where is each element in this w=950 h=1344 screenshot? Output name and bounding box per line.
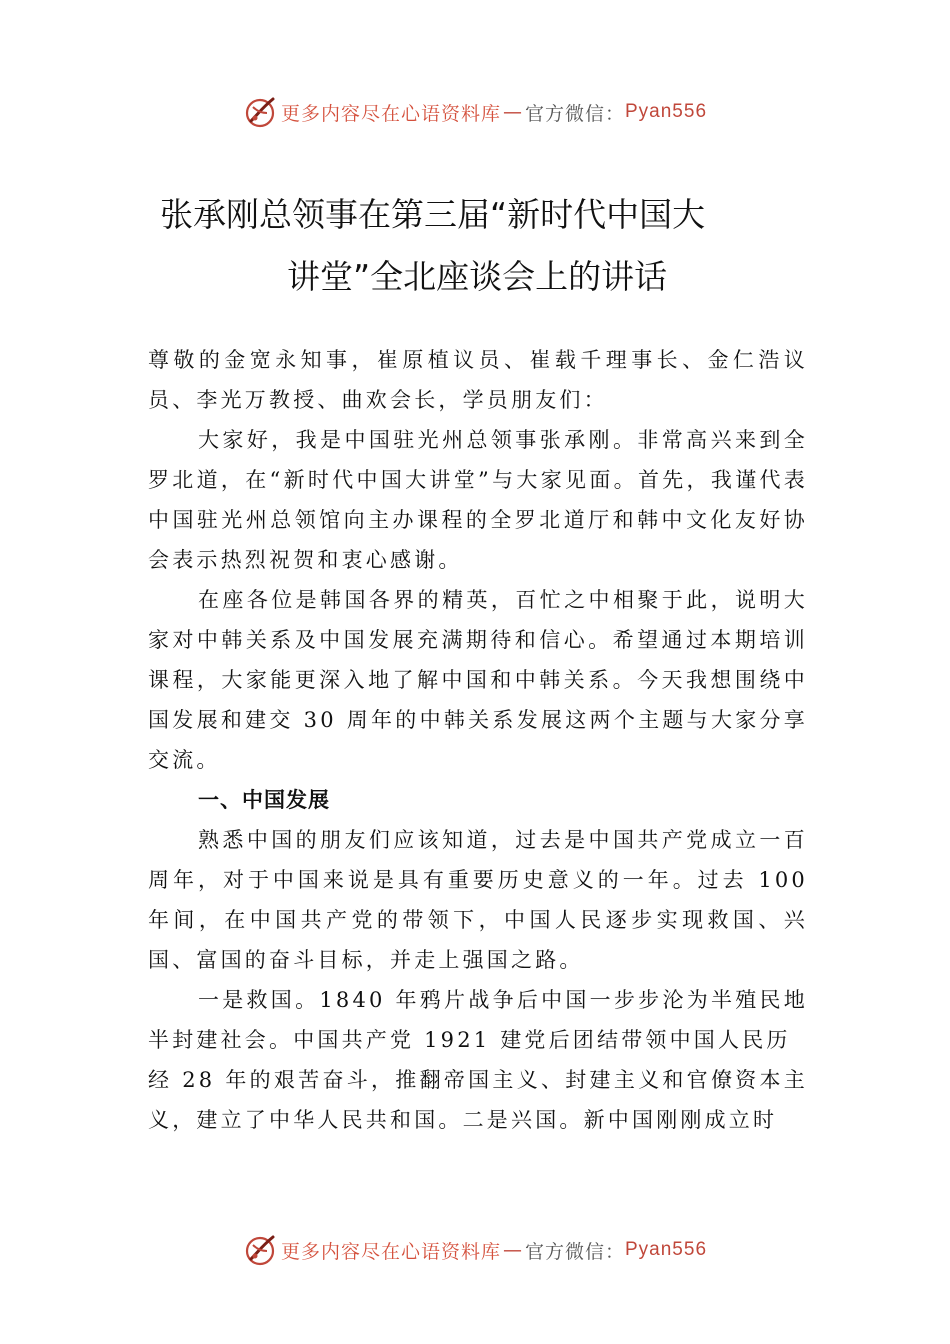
brush-logo-icon [243,1233,277,1267]
document-title [0,184,950,308]
document-body [148,340,808,1140]
watermark-brand: 更多内容尽在心语资料库 [280,102,501,125]
paragraph: 一是救国。1840 年鸦片战争后中国一步步沦为半殖民地半封建社会。中国共产党 1921 建党后团结带领中国人民历 [148,988,808,1052]
section-heading: 一、中国发展 [198,788,330,812]
watermark-separator: — [502,101,523,123]
title-line-2: 讲堂”全北座谈会上的讲话 [287,257,668,296]
paragraph-continuation: 经 28 年的艰苦奋斗，推翻帝国主义、封建主义和官僚资本主义，建立了中华人民共和国。二是兴国。新中国刚刚成立时 [148,1068,808,1132]
watermark-wechat-id: Pyan556 [625,101,708,122]
paragraph: 熟悉中国的朋友们应该知道，过去是中国共产党成立一百周年，对于中国来说是具有重要历史意义的一年。过去 100 年间，在中国共产党的带领下，中国人民逐步实现救国、兴 国、富国的奋斗目标，并走上强国之路。 [148,828,808,972]
salutation: 尊敬的金宽永知事，崔原植议员、崔载千理事长、金仁浩议员、李光万教授、曲欢会长，学员朋友们： [148,348,808,412]
brush-logo-icon [243,95,277,129]
watermark-wechat-id: Pyan556 [625,1239,708,1260]
watermark-wechat-label: 官方微信： [524,102,625,125]
watermark-brand: 更多内容尽在心语资料库 [280,1240,501,1263]
watermark-banner-top [0,95,950,129]
watermark-banner-bottom [0,1233,950,1267]
watermark-separator: — [502,1239,523,1261]
paragraph: 大家好，我是中国驻光州总领事张承刚。非常高兴来到全罗北道，在“新时代中国大讲堂”与大家见面。首先，我谨代表中国驻光州总领馆向主办课程的全罗北道厅和韩中文化友好协会表示热烈祝贺和衷心感谢。 [148,428,808,572]
paragraph: 在座各位是韩国各界的精英，百忙之中相聚于此，说明大家对中韩关系及中国发展充满期待和信心。希望通过本期培训课程，大家能更深入地了解中国和中韩关系。今天我想围绕中国发展和建交 30 周年的中韩关系发展这两个主题与大家分享交流。 [148,588,808,772]
title-line-1: 张承刚总领事在第三届“新时代中国大 [160,195,706,234]
watermark-wechat-label: 官方微信： [524,1240,625,1263]
